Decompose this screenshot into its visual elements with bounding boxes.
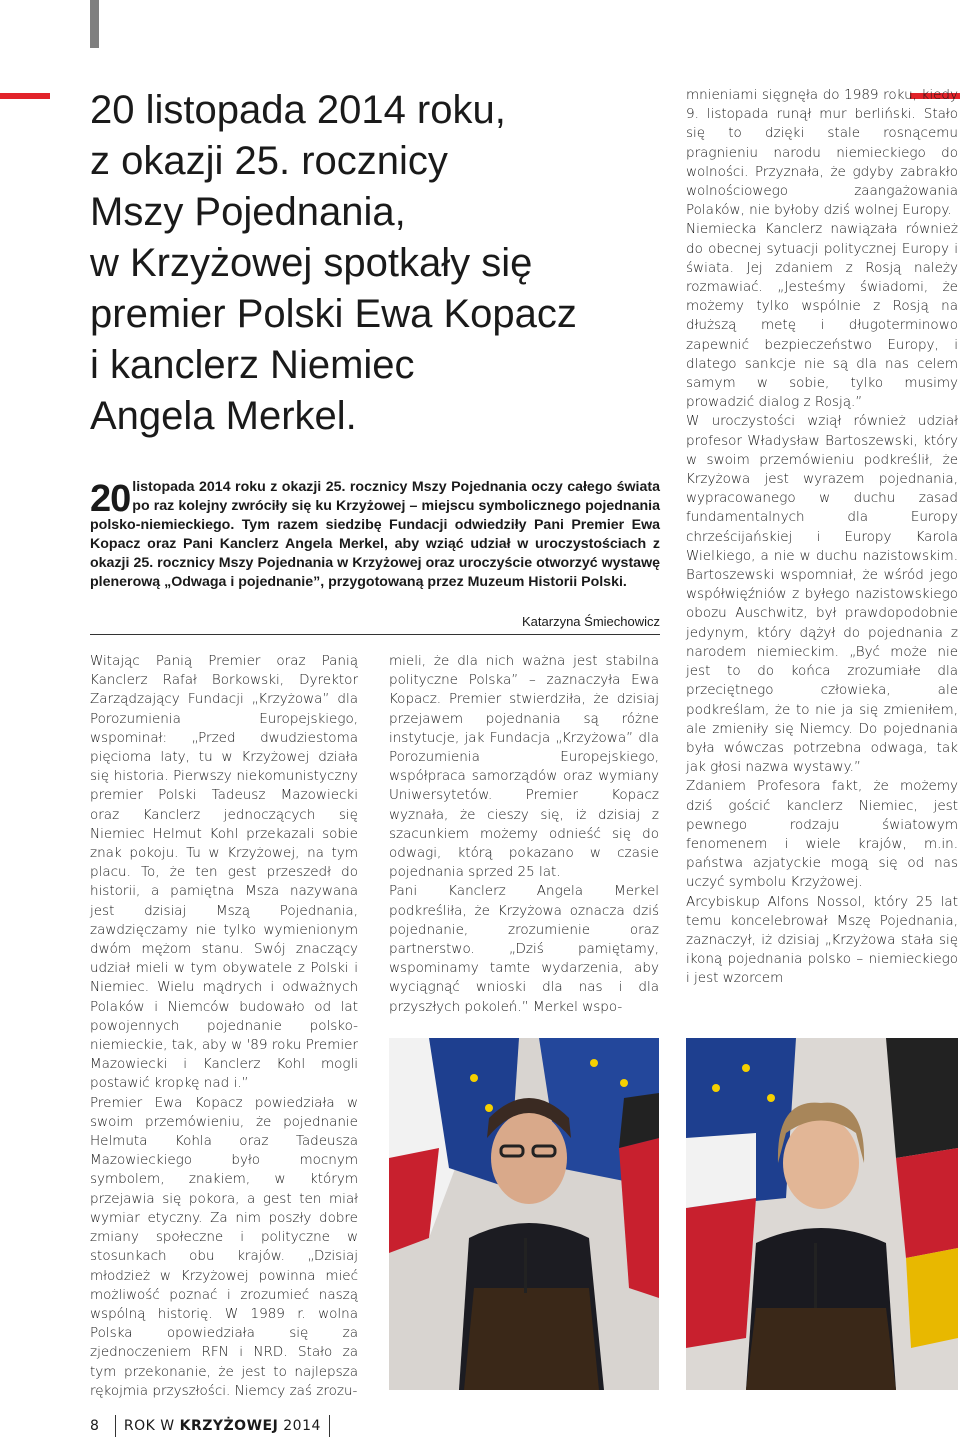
author-byline: Katarzyna Śmiechowicz [522, 614, 660, 629]
photo-kopacz [389, 1038, 659, 1390]
headline-line: z okazji 25. rocznicy [90, 139, 448, 183]
magazine-year: 2014 [283, 1418, 321, 1434]
paragraph: Zdaniem Profesora fakt, że możemy dziś gościć kanclerz Niemiec, jest pewnego rodzaju światowym fenomenem i wiele krajów, m.in. państwa azjatyckie mogą się od nas uczyć symbolu Krzyżowej. [686, 778, 958, 891]
magazine-title [124, 1418, 321, 1434]
magazine-name: KRZYŻOWEJ [179, 1418, 279, 1434]
page-number: 8 [90, 1418, 99, 1434]
paragraph: Pani Kanclerz Angela Merkel podkreśliła, że Krzyżowa oznacza dziś pojednanie, zrozumienie oraz partnerstwo. „Dziś pamiętamy, wspominamy tamte wydarzenia, aby wyciągnąć wnioski dla nas i dla przyszłych pokoleń.” Merkel wspo- [389, 883, 659, 1015]
paragraph: Witając Panią Premier oraz Panią Kanclerz Rafał Borkowski, Dyrektor Zarządzający Fundacji „Krzyżowa” dla Porozumienia Europejskiego, wspominał: „Przed dwudziestoma pięcioma laty, tu w Krzyżowej działa się historia. Pierwszy niekomunistyczny premier Polski Tadeusz Mazowiecki oraz Kanclerz jednoczących się Niemiec Helmut Kohl przekazali sobie znak pokoju. Tu w Krzyżowej, na tym placu. To, że ten gest przeszedł do historii, a pamiętna Msza nazywana jest dzisiaj Mszą Pojednania, zawdzięczamy nie tylko wymienionym dwóm mężom stanu. Swój znaczący udział mieli w tym obywatele z Polski i Niemiec. Wielu mądrych i odważnych Polaków i Niemców budowało od lat powojennych pojednanie polsko-niemieckie, tak, aby w '89 roku Premier Mazowiecki i Kanclerz Kohl mogli postawić kropkę nad i.” [90, 653, 358, 1092]
page-footer [90, 1414, 338, 1438]
paragraph: Premier Ewa Kopacz powiedziała w swoim przemówieniu, że pojednanie Helmuta Kohla oraz Tadeusza Mazowieckiego było mocnym symbolem, znakiem, w którym przejawia się pokora, a gest ten miał wymiar etyczny. Za nim poszły dobre zmiany społeczne i polityczne w stosunkach obu krajów. „Dzisiaj młodzież w Krzyżowej powinna mieć możliwość poznać i zrozumieć naszą wspólną historię. W 1989 r. wolna Polska opowiedziała się za zjednoczeniem RFN i NRD. Stało za tym przekonanie, że jest to najlepsza rękojmia przyszłości. Niemcy zaś zrozu- [90, 1094, 358, 1399]
paragraph: mieli, że dla nich ważna jest stabilna polityczne Polska” – zaznaczyła Ewa Kopacz. Premier stwierdziła, że dzisiaj przejawem pojednania są różne instytucje, jak Fundacja „Krzyżowa” dla Porozumienia Europejskiego, współpraca samorządów oraz wymiany Uniwersytetów. Premier Kopacz wyznała, że cieszy się, iż dzisiaj z szacunkiem możemy odnieść się do odwagi, którą pokazano w czasie pojednania sprzed 25 lat. [389, 653, 659, 881]
footer-separator [329, 1415, 330, 1437]
text-column-2 [389, 652, 659, 1017]
lead-text: listopada 2014 roku z okazji 25. rocznicy Mszy Pojednania oczy całego świata po raz kolejny zwróciły się ku Krzyżowej – miejscu symbolicznego pojednania polsko-niemieckiego. Tym razem siedzibę Fundacji odwiedziły Pani Premier Ewa Kopacz oraz Pani Kanclerz Angela Merkel, aby wziąć udział w uroczystościach z okazji 25. rocznicy Mszy Pojednania w Krzyżowej oraz uroczyście otworzyć wystawę plenerową „Odwaga i pojednanie”, przygotowaną przez Muzeum Historii Polski. [90, 479, 660, 590]
headline-line: 20 listopada 2014 roku, [90, 88, 506, 132]
article-headline [90, 85, 660, 442]
article-lead [90, 478, 660, 592]
lead-dropcap: 20 [90, 478, 131, 520]
top-decorative-bar [90, 0, 99, 48]
paragraph: Niemiecka Kanclerz nawiązała również do obecnej sytuacji politycznej Europy i świata. Jej zdaniem z Rosją należy rozmawiać. „Jesteśmy świadomi, że możemy tylko wspólnie z Rosją na dłuższą metę i długoterminowo zapewnić bezpieczeństwo Europy, i dlatego sankcje nie są dla nas celem samym w sobie, tylko musimy prowadzić dialog z Rosją.” [686, 221, 958, 411]
paragraph: mnieniami sięgnęła do 1989 roku, kiedy 9. listopada runął mur berliński. Stało się to dzięki stale rosnącemu pragnieniu narodu niemieckiego do wolności. Przyznała, że gdyby zabrakło wolnościowego zaangażowania Polaków, nie byłoby dziś wolnej Europy. [686, 87, 958, 219]
paragraph: Arcybiskup Alfons Nossol, który 25 lat temu koncelebrował Mszę Pojednania, zaznaczył, iż dzisiaj „Krzyżowa stała się ikoną pojednania polsko – niemieckiego i jest wzorcem [686, 893, 958, 987]
headline-line: premier Polski Ewa Kopacz [90, 292, 577, 336]
byline-divider [90, 634, 660, 635]
magazine-prefix: ROK W [123, 1418, 175, 1434]
red-accent-rule-left [0, 93, 50, 99]
headline-line: Angela Merkel. [90, 394, 357, 438]
headline-line: w Krzyżowej spotkały się [90, 241, 533, 285]
footer-separator [115, 1415, 116, 1437]
headline-line: i kanclerz Niemiec [90, 343, 415, 387]
text-column-1 [90, 652, 358, 1401]
photo-merkel [686, 1038, 958, 1390]
paragraph: W uroczystości wziął również udział profesor Władysław Bartoszewski, który w swoim przemówieniu podkreślił, że Krzyżowa jest wyrazem pojednania, wypracowanego w duchu zasad fundamentalnych dla Europy chrześcijańskiej i Europy Karola Wielkiego, a nie w duchu nazistowskim. Bartoszewski wspomniał, że wśród jego współwięźniów z byłego nazistowskiego obozu Auschwitz, był prawdopodobnie jedynym, który dążył do pojednania z narodem niemieckim. „Być może nie jest to do końca zrozumiałe dla przeciętnego człowieka, ale podkreślam, że to nie ja się zmieniłem, ale zmieniły się Niemcy. Do pojednania była wówczas potrzebna odwaga, tak jak głosi nazwa wystawy.” [686, 413, 958, 776]
headline-line: Mszy Pojednania, [90, 190, 406, 234]
text-column-3 [686, 86, 958, 989]
